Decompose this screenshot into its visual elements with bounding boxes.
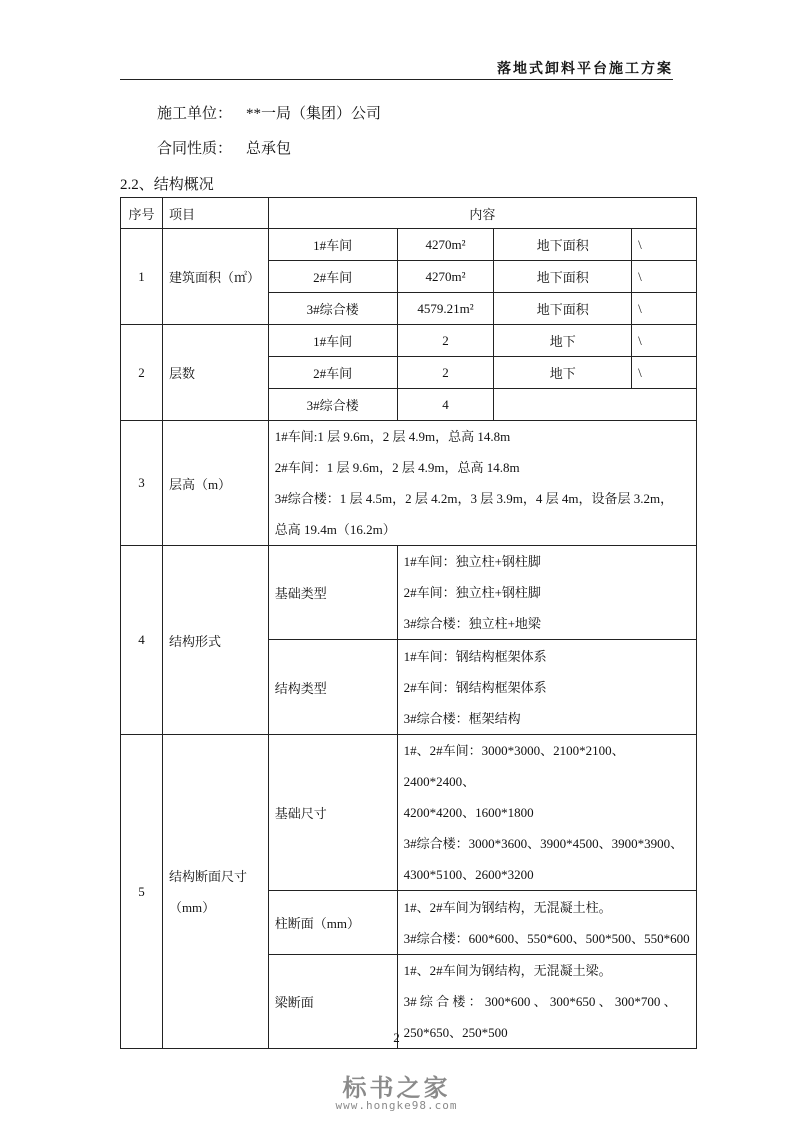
sub-content <box>397 891 696 955</box>
content-line: 4200*4200、1600*1800 <box>403 805 534 820</box>
row-item: 结构断面尺寸（mm） <box>162 735 268 1049</box>
table-row <box>121 546 697 640</box>
page-number: 2 <box>393 1030 400 1045</box>
sub-label: 结构类型 <box>268 640 397 735</box>
contract-nature-line <box>157 137 291 158</box>
table-row <box>121 735 697 891</box>
underground-label: 地下面积 <box>494 229 632 261</box>
construction-unit-label: 施工单位： <box>157 106 233 122</box>
row-no: 1 <box>121 229 163 325</box>
table-row <box>121 421 697 546</box>
row-no: 5 <box>121 735 163 1049</box>
header-no: 序号 <box>121 198 163 229</box>
row-item: 层高（m） <box>162 421 268 546</box>
construction-unit-value: **一局（集团）公司 <box>246 106 382 122</box>
building-name: 3#综合楼 <box>268 389 397 421</box>
underground-label: 地下面积 <box>494 261 632 293</box>
row-item: 建筑面积（㎡） <box>162 229 268 325</box>
building-name: 1#车间 <box>268 229 397 261</box>
content-line: 3#综合楼：600*600、550*600、500*500、550*600 <box>403 930 690 946</box>
contract-nature-label: 合同性质： <box>157 141 233 157</box>
empty-cell <box>494 389 697 421</box>
header-title: 落地式卸料平台施工方案 <box>497 62 673 77</box>
content-line: 1#车间：独立柱+钢柱脚 <box>403 554 541 569</box>
content-line: 3#综合楼：3000*3600、3900*4500、3900*3900、 <box>403 836 684 851</box>
sub-content <box>397 546 696 640</box>
floor-height-line: 总高 19.4m（16.2m） <box>274 522 396 537</box>
structure-overview-table <box>120 197 697 1049</box>
building-name: 2#车间 <box>268 357 397 389</box>
building-name: 1#车间 <box>268 325 397 357</box>
sub-label: 柱断面（mm） <box>268 891 397 955</box>
construction-unit-line <box>157 102 381 123</box>
content-line: 3#综合楼：独立柱+地梁 <box>403 616 541 631</box>
underground-label: 地下 <box>494 357 632 389</box>
row-no: 3 <box>121 421 163 546</box>
underground-label: 地下面积 <box>494 293 632 325</box>
building-area: 4579.21m² <box>397 293 494 325</box>
building-area: 4270m² <box>397 229 494 261</box>
content-line: 250*650、250*500 <box>403 1025 508 1040</box>
content-line: 2#车间：独立柱+钢柱脚 <box>403 585 541 600</box>
row-item: 层数 <box>162 325 268 421</box>
content-line: 1#车间：钢结构框架体系 <box>403 648 547 664</box>
row-no: 4 <box>121 546 163 735</box>
underground-value: \ <box>632 293 697 325</box>
header-content: 内容 <box>268 198 696 229</box>
floor-count: 2 <box>397 325 494 357</box>
building-name: 2#车间 <box>268 261 397 293</box>
floor-height-line: 3#综合楼：1 层 4.5m，2 层 4.2m，3 层 3.9m，4 层 4m，设备层 3.2m， <box>274 491 674 506</box>
underground-value: \ <box>632 229 697 261</box>
underground-label: 地下 <box>494 325 632 357</box>
content-line: 1#、2#车间为钢结构，无混凝土梁。 <box>403 963 612 978</box>
watermark-logo: 标书之家 <box>342 1074 451 1102</box>
content-line: 3# 综 合 楼 ： 300*600 、 300*650 、 300*700 、 <box>403 994 677 1009</box>
table-row <box>121 325 697 357</box>
underground-value: \ <box>632 261 697 293</box>
content-line: 4300*5100、2600*3200 <box>403 867 534 882</box>
header-item: 项目 <box>162 198 268 229</box>
sub-label: 梁断面 <box>268 955 397 1049</box>
header-rule <box>120 79 673 80</box>
underground-value: \ <box>632 325 697 357</box>
content-line: 1#、2#车间为钢结构，无混凝土柱。 <box>403 899 612 915</box>
floor-height-line: 1#车间:1 层 9.6m，2 层 4.9m，总高 14.8m <box>274 429 511 444</box>
floor-count: 4 <box>397 389 494 421</box>
sub-content <box>397 640 696 735</box>
row-item: 结构形式 <box>162 546 268 735</box>
building-name: 3#综合楼 <box>268 293 397 325</box>
floor-height-line: 2#车间：1 层 9.6m，2 层 4.9m，总高 14.8m <box>274 460 520 475</box>
watermark-url: www.hongke98.com <box>335 1099 458 1112</box>
sub-label: 基础尺寸 <box>268 735 397 891</box>
floor-count: 2 <box>397 357 494 389</box>
content-line: 2#车间：钢结构框架体系 <box>403 679 547 695</box>
content-line: 3#综合楼：框架结构 <box>403 710 521 726</box>
building-area: 4270m² <box>397 261 494 293</box>
row-no: 2 <box>121 325 163 421</box>
underground-value: \ <box>632 357 697 389</box>
section-title: 2.2、结构概况 <box>120 177 214 193</box>
sub-content <box>397 735 696 891</box>
contract-nature-value: 总承包 <box>246 141 292 157</box>
sub-label: 基础类型 <box>268 546 397 640</box>
table-header-row <box>121 198 697 229</box>
table-row <box>121 229 697 261</box>
floor-height-cell <box>268 421 696 546</box>
content-line: 1#、2#车间：3000*3000、2100*2100、2400*2400、 <box>403 743 625 789</box>
